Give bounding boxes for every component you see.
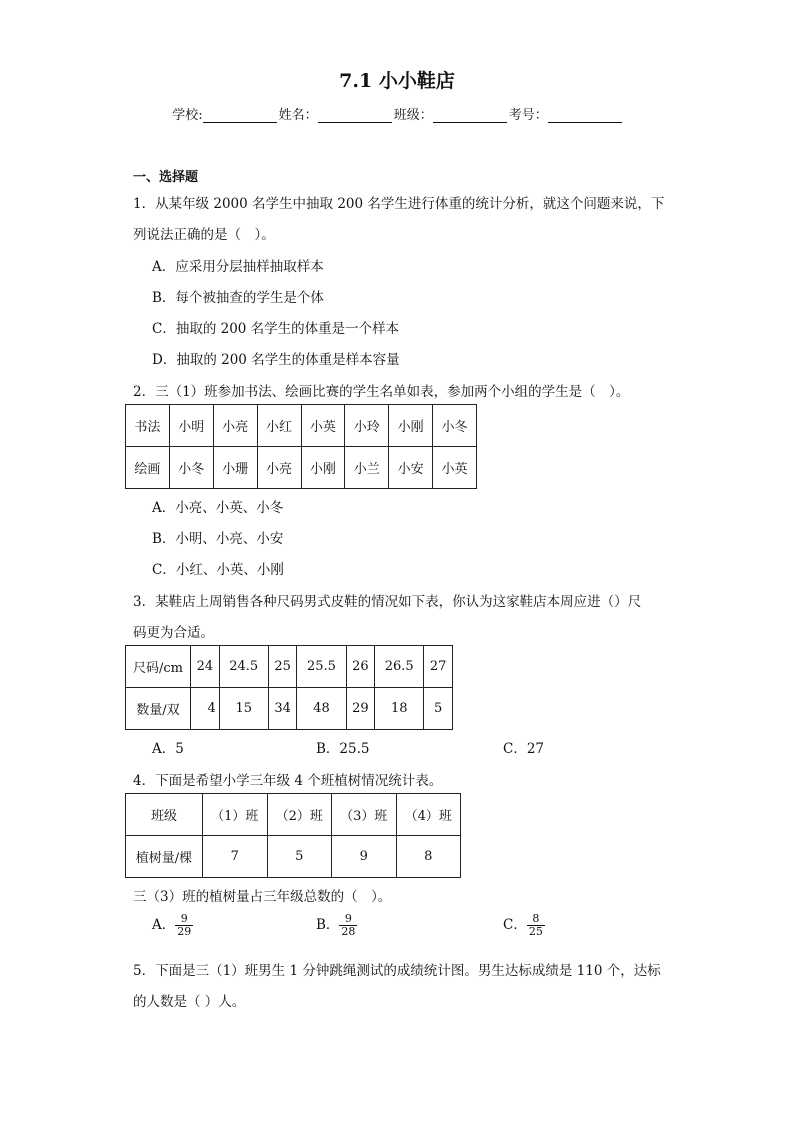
fraction	[175, 913, 193, 938]
q1-option-a[interactable]: A．应采用分层抽样抽取样本	[152, 259, 324, 275]
table-cell: 小明	[169, 405, 213, 447]
table-cell: 小英	[301, 405, 345, 447]
option-label: C．	[503, 917, 527, 933]
q2-stem: 2．三（1）班参加书法、绘画比赛的学生名单如表，参加两个小组的学生是（ ）。	[133, 384, 630, 400]
q2-option-c[interactable]: C．小红、小英、小刚	[152, 562, 284, 578]
table-cell: 26.5	[375, 646, 424, 688]
table-cell: 小兰	[345, 447, 389, 489]
q3-row-size	[126, 646, 453, 688]
q3-table	[125, 645, 453, 730]
table-cell: 27	[424, 646, 453, 688]
table-cell: （2）班	[267, 794, 332, 836]
q3-stem-line2: 码更为合适。	[133, 625, 214, 641]
option-label: A．	[152, 917, 176, 933]
q2-table	[125, 404, 477, 489]
table-cell: 班级	[126, 794, 203, 836]
q4-row-trees	[126, 836, 461, 878]
table-cell: 小冬	[433, 405, 477, 447]
school-blank[interactable]	[203, 109, 277, 123]
table-cell: 小红	[257, 405, 301, 447]
q1-option-b[interactable]: B．每个被抽查的学生是个体	[152, 290, 324, 306]
fraction	[527, 913, 545, 938]
table-cell: 4	[191, 688, 220, 730]
fraction-denominator: 28	[341, 925, 356, 938]
q2-option-a[interactable]: A．小亮、小英、小冬	[152, 500, 284, 516]
section-heading: 一、选择题	[133, 170, 199, 185]
q1-option-d[interactable]: D．抽取的 200 名学生的体重是样本容量	[152, 352, 400, 368]
table-cell: 植树量/棵	[126, 836, 203, 878]
table-cell: （3）班	[332, 794, 397, 836]
fraction-denominator: 25	[528, 925, 543, 938]
q4-table	[125, 793, 461, 878]
q3-option-c[interactable]: C．27	[503, 741, 545, 757]
fraction-numerator: 9	[344, 912, 352, 925]
table-cell: 小珊	[213, 447, 257, 489]
q4-row-class	[126, 794, 461, 836]
class-label: 班级：	[393, 108, 433, 123]
table-cell: 24.5	[219, 646, 268, 688]
q4-question: 三（3）班的植树量占三年级总数的（ ）。	[133, 889, 392, 905]
table-cell: 数量/双	[126, 688, 191, 730]
table-cell: 尺码/cm	[126, 646, 191, 688]
table-cell: 34	[268, 688, 297, 730]
q3-option-b[interactable]: B．25.5	[316, 741, 370, 757]
table-cell: 48	[297, 688, 346, 730]
table-cell: （1）班	[203, 794, 268, 836]
table-cell: 15	[219, 688, 268, 730]
table-cell: 9	[332, 836, 397, 878]
student-info-line	[0, 104, 794, 123]
table-cell: 小玲	[345, 405, 389, 447]
table-cell: 小亮	[257, 447, 301, 489]
exam-no-blank[interactable]	[548, 109, 622, 123]
fraction-numerator: 9	[180, 912, 188, 925]
page-title: 7.1 小小鞋店	[339, 70, 455, 92]
q3-row-quantity	[126, 688, 453, 730]
name-label: 姓名：	[278, 108, 318, 123]
fraction-denominator: 29	[177, 925, 192, 938]
fraction-numerator: 8	[532, 912, 540, 925]
name-blank[interactable]	[318, 109, 392, 123]
table-cell: （4）班	[396, 794, 461, 836]
table-cell: 小亮	[213, 405, 257, 447]
table-cell: 26	[346, 646, 375, 688]
school-label: 学校:	[172, 108, 203, 123]
q5-stem-line1: 5．下面是三（1）班男生 1 分钟跳绳测试的成绩统计图。男生达标成绩是 110 个，达标	[133, 963, 661, 979]
table-cell: 25.5	[297, 646, 346, 688]
table-cell: 24	[191, 646, 220, 688]
table-cell: 小刚	[389, 405, 433, 447]
table-cell: 小安	[389, 447, 433, 489]
q4-option-c[interactable]	[503, 913, 545, 938]
exam-no-label: 考号：	[508, 108, 548, 123]
q4-option-a[interactable]	[152, 913, 193, 938]
q3-stem-line1: 3．某鞋店上周销售各种尺码男式皮鞋的情况如下表，你认为这家鞋店本周应进（）尺	[133, 594, 642, 610]
table-cell: 8	[396, 836, 461, 878]
table-cell: 5	[267, 836, 332, 878]
table-cell: 小英	[433, 447, 477, 489]
table-cell: 29	[346, 688, 375, 730]
fraction	[339, 913, 357, 938]
q5-stem-line2: 的人数是（ ）人。	[133, 994, 246, 1010]
table-cell: 5	[424, 688, 453, 730]
table-cell: 18	[375, 688, 424, 730]
q1-stem-line2: 列说法正确的是（ ）。	[133, 227, 275, 243]
class-blank[interactable]	[433, 109, 507, 123]
table-cell: 小冬	[169, 447, 213, 489]
option-label: B．	[316, 917, 340, 933]
q2-row-painting	[126, 447, 477, 489]
table-cell: 7	[203, 836, 268, 878]
q2-row-calligraphy	[126, 405, 477, 447]
q1-option-c[interactable]: C．抽取的 200 名学生的体重是一个样本	[152, 321, 400, 337]
q4-stem: 4．下面是希望小学三年级 4 个班植树情况统计表。	[133, 773, 443, 789]
q4-option-b[interactable]	[316, 913, 357, 938]
q1-stem-line1: 1．从某年级 2000 名学生中抽取 200 名学生进行体重的统计分析，就这个问题来说，下	[133, 196, 665, 212]
q2-option-b[interactable]: B．小明、小亮、小安	[152, 531, 284, 547]
table-cell: 绘画	[126, 447, 170, 489]
q3-option-a[interactable]: A．5	[152, 741, 184, 757]
table-cell: 25	[268, 646, 297, 688]
table-cell: 小刚	[301, 447, 345, 489]
table-cell: 书法	[126, 405, 170, 447]
